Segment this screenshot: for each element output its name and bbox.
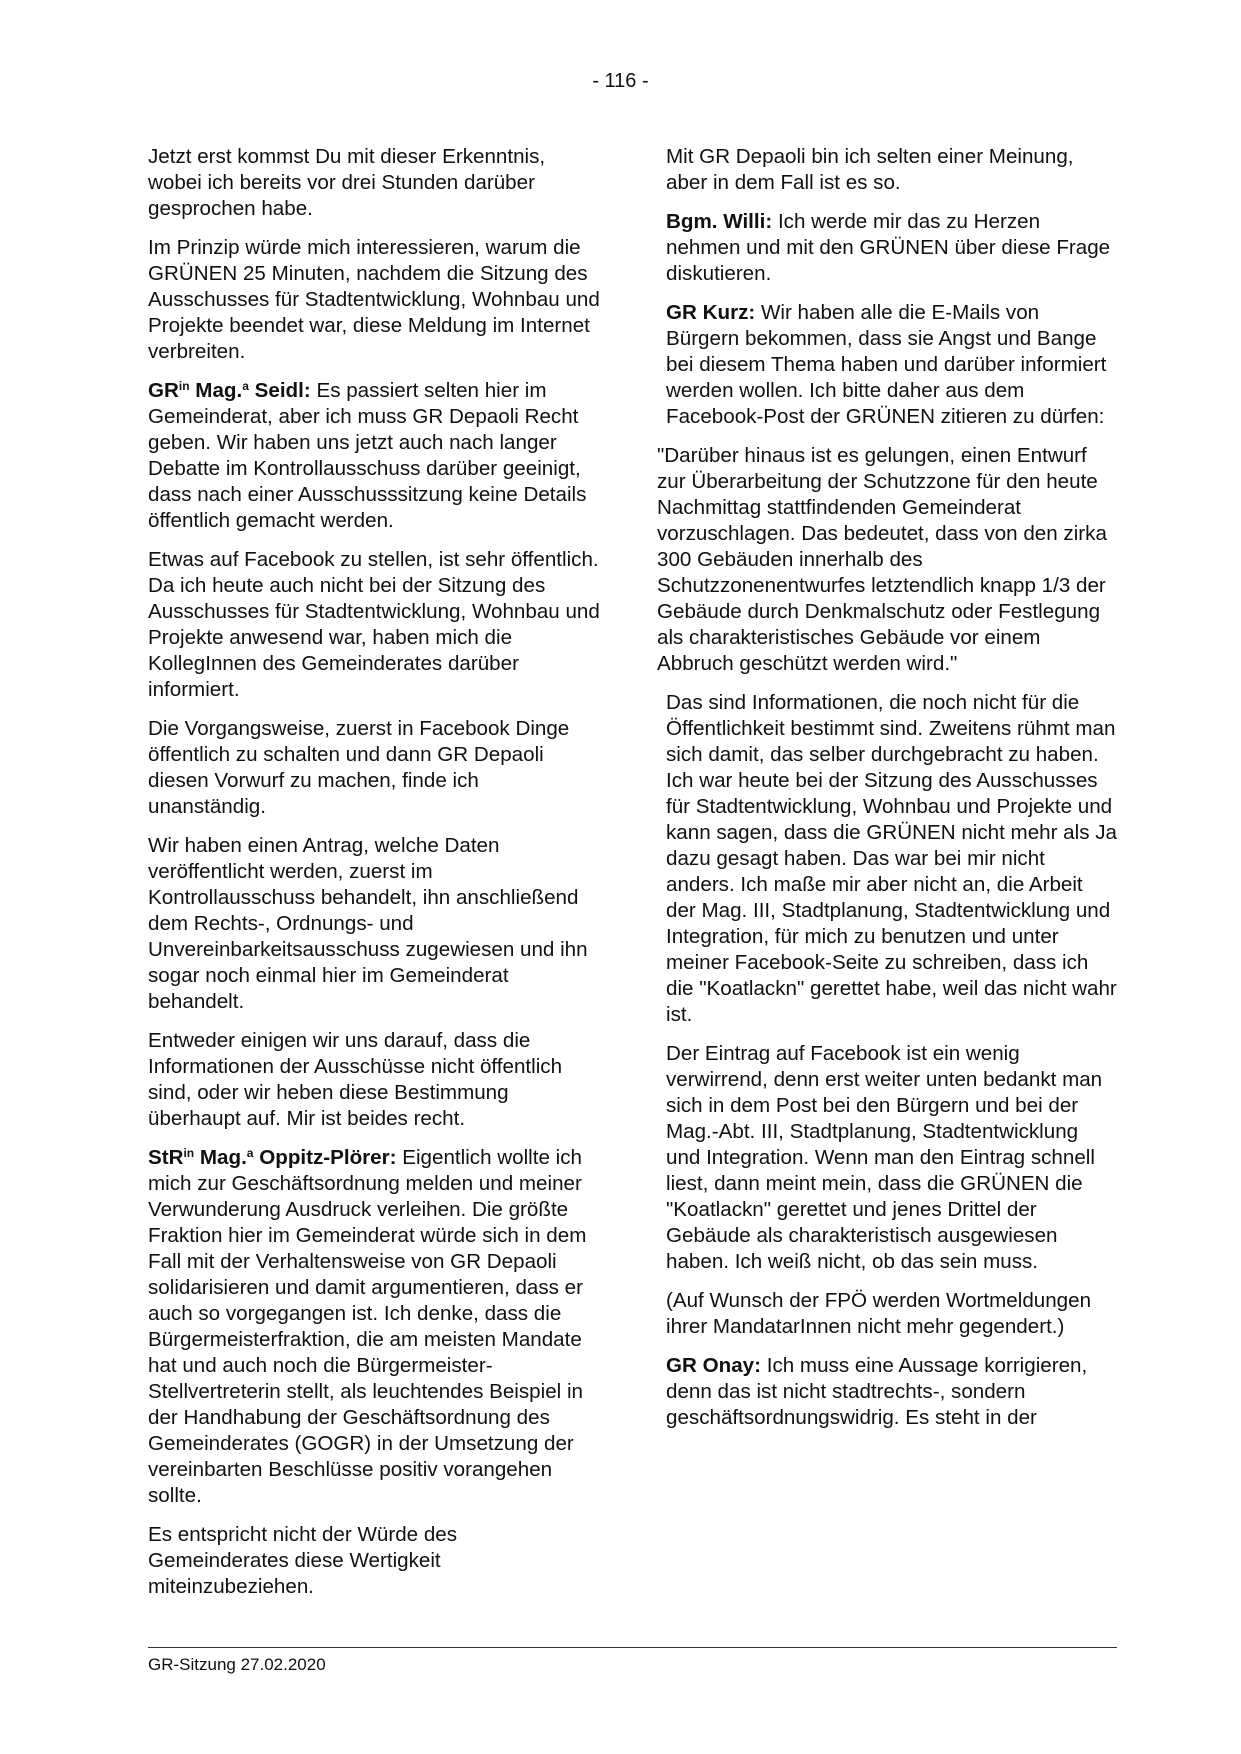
paragraph: Etwas auf Facebook zu stellen, ist sehr öffentlich. Da ich heute auch nicht bei der Sitzung des Ausschusses für Stadtentwicklung, Wohnbau und Projekte anwesend war, haben mich die KollegInnen des Gemeinderates darüber informiert. <box>148 548 600 701</box>
paragraph: Die Vorgangsweise, zuerst in Facebook Dinge öffentlich zu schalten und dann GR Depaoli diesen Vorwurf zu machen, finde ich unanständig. <box>148 717 570 818</box>
paragraph: Im Prinzip würde mich interessieren, warum die GRÜNEN 25 Minuten, nachdem die Sitzung des Ausschusses für Stadtentwicklung, Wohnbau und Projekte beendet war, diese Meldung im Internet verbreiten. <box>148 236 600 363</box>
speaker-label: GR Onay: <box>666 1354 761 1377</box>
footer-divider <box>148 1647 1117 1648</box>
speaker-label: StR$^{in}$ Mag.$^a$ Oppitz-Plörer: <box>148 1146 397 1169</box>
paragraph: Mit GR Depaoli bin ich selten einer Meinung, aber in dem Fall ist es so. <box>666 145 1074 194</box>
right-column <box>657 144 1118 1444</box>
paragraph: Entweder einigen wir uns darauf, dass die Informationen der Ausschüsse nicht öffentlich sind, oder wir heben diese Bestimmung überhaupt auf. Mir ist beides recht. <box>148 1029 563 1130</box>
paragraph: Wir haben einen Antrag, welche Daten veröffentlicht werden, zuerst im Kontrollausschuss behandelt, ihn anschließend dem Rechts-, Ordnungs- und Unvereinbarkeitsausschuss zugewiesen und ihn sogar noch einmal hier im Gemeinderat behandelt. <box>148 834 588 1013</box>
speech-text: Eigentlich wollte ich mich zur Geschäftsordnung melden und meiner Verwunderung Ausdruck verleihen. Die größte Fraktion hier im Gemeinderat würde sich in dem Fall mit der Verhaltensweise von GR Depaoli solidarisieren und damit argumentieren, dass er auch so vorgegangen ist. Ich denke, dass die Bürgermeisterfraktion, die am meisten Mandate hat und auch noch die Bürgermeister-Stellvertreterin stellt, als leuchtendes Beispiel in der Handhabung der Geschäftsordnung des Gemeinderates (GOGR) in der Umsetzung der vereinbarten Beschlüsse positiv vorangehen sollte. <box>148 1146 587 1507</box>
paragraph: Es entspricht nicht der Würde des Gemeinderates diese Wertigkeit miteinzubeziehen. <box>148 1523 458 1598</box>
speech-willi <box>666 209 1118 287</box>
speech-oppitz-ploerer <box>148 1145 600 1509</box>
speaker-label: Bgm. Willi: <box>666 210 773 233</box>
paragraph: Der Eintrag auf Facebook ist ein wenig verwirrend, denn erst weiter unten bedankt man sich in dem Post bei den Bürgern und bei der Mag.-Abt. III, Stadtplanung, Stadtentwicklung und Integration. Wenn man den Eintrag schnell liest, dann meint mein, dass die GRÜNEN die "Koatlackn" gerettet und jenes Drittel der Gebäude als charakteristisch ausgewiesen haben. Ich weiß nicht, ob das sein muss. <box>666 1042 1103 1273</box>
footer-session-date: GR-Sitzung 27.02.2020 <box>148 1655 326 1674</box>
paragraph: Jetzt erst kommst Du mit dieser Erkenntnis, wobei ich bereits vor drei Stunden darüber gesprochen habe. <box>148 145 546 220</box>
speech-seidl <box>148 378 600 534</box>
speaker-label: GR Kurz: <box>666 301 756 324</box>
speech-onay <box>666 1353 1118 1431</box>
speech-text: Wir haben alle die E-Mails von Bürgern bekommen, dass sie Angst und Bange bei diesem Thema haben und darüber informiert werden wollen. Ich bitte daher aus dem Facebook-Post der GRÜNEN zitieren zu dürfen: <box>666 301 1107 428</box>
facebook-quote: "Darüber hinaus ist es gelungen, einen Entwurf zur Überarbeitung der Schutzzone für den heute Nachmittag stattfindenden Gemeinderat vorzuschlagen. Das bedeutet, dass von den zirka 300 Gebäuden innerhalb des Schutzzonenentwurfes letztendlich knapp 1/3 der Gebäude durch Denkmalschutz oder Festlegung als charakteristisches Gebäude vor einem Abbruch geschützt werden wird." <box>657 444 1107 675</box>
speaker-label: $GR^{in}$ Mag.$^a$ Seidl: <box>148 379 311 402</box>
speech-kurz <box>666 300 1118 430</box>
left-column <box>148 144 600 1613</box>
speech-text: Es passiert selten hier im Gemeinderat, aber ich muss GR Depaoli Recht geben. Wir haben uns jetzt auch nach langer Debatte im Kontrollausschuss darüber geeinigt, dass nach einer Ausschusssitzung keine Details öffentlich gemacht werden. <box>148 379 587 532</box>
editorial-note: (Auf Wunsch der FPÖ werden Wortmeldungen ihrer MandatarInnen nicht mehr gegendert.) <box>666 1289 1092 1338</box>
paragraph: Das sind Informationen, die noch nicht für die Öffentlichkeit bestimmt sind. Zweitens rühmt man sich damit, das selber durchgebracht zu haben. Ich war heute bei der Sitzung des Ausschusses für Stadtentwicklung, Wohnbau und Projekte und kann sagen, dass die GRÜNEN nicht mehr als Ja dazu gesagt haben. Das war bei mir nicht anders. Ich maße mir aber nicht an, die Arbeit der Mag. III, Stadtplanung, Stadtentwicklung und Integration, für mich zu benutzen und unter meiner Facebook-Seite zu schreiben, dass ich die "Koatlackn" gerettet habe, weil das nicht wahr ist. <box>666 691 1117 1026</box>
speech-text: Ich werde mir das zu Herzen nehmen und mit den GRÜNEN über diese Frage diskutieren. <box>666 210 1111 285</box>
page-number: - 116 - <box>592 70 649 92</box>
speech-text: Ich muss eine Aussage korrigieren, denn das ist nicht stadtrechts-, sondern geschäftsordnungswidrig. Es steht in der <box>666 1354 1088 1429</box>
